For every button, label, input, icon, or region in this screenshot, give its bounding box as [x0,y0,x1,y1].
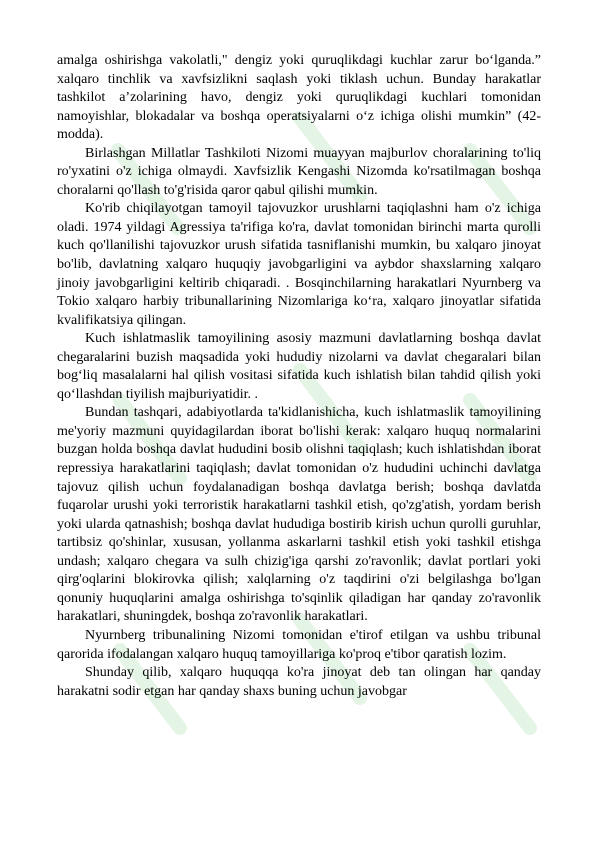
paragraph-non-use-of-force: Kuch ishlatmaslik tamoyilining asosiy mazmuni davlatlarning boshqa davlat chegaralarini buzish maqsadida yoki hududiy nizolarni va davlat chegaralari bilan bog‘liq masalalarni hal qilish vositasi sifatida kuch ishlatish bilan tahdid qilish yoki qo‘llashdan tiyilish majburiyatidir. . [57,331,541,402]
document-body [57,52,541,701]
paragraph-aggression: Ko'rib chiqilayotgan tamoyil tajovuzkor urushlarni taqiqlashni ham o'z ichiga oladi. 1974 yildagi Agressiya ta'rifiga ko'ra, davlat tomonidan birinchi marta qurolli kuch qo'llanilishi tajovuzkor urush sifatida tasniflanishi mumkin, bu xalqaro jinoyat bo'lib, davlatning xalqaro huquqiy javobgarligini va aybdor shaxslarning xalqaro jinoiy javobgarligini keltirib chiqaradi. . Bosqinchilarning harakatlari Nyurnberg va Tokio xalqaro harbiy tribunallarining Nizomlariga ko‘ra, xalqaro jinoyatlar sifatida kvalifikatsiya qilingan. [57,201,541,328]
paragraph-nuremberg: Nyurnberg tribunalining Nizomi tomonidan e'tirof etilgan va ushbu tribunal qarorida ifodalangan xalqaro huquq tamoyillariga ko'proq e'tibor qaratish lozim. [57,627,541,662]
paragraph-normative-content: Bundan tashqari, adabiyotlarda ta'kidlanishicha, kuch ishlatmaslik tamoyilining me'yoriy mazmuni quyidagilardan iborat bo'lishi kerak: xalqaro huquq normalarini buzgan holda boshqa davlat hududini bosib olishni taqiqlash; kuch ishlatishdan iborat repressiya harakatlarini taqiqlash; davlat tomonidan o'z hududini uchinchi davlatga tajovuz qilish uchun foydalanadigan boshqa davlatga berish; boshqa davlatda fuqarolar urushi yoki terroristik harakatlarni tashkil etish, qo'zg'atish, yordam berish yoki ularda qatnashish; boshqa davlat hududiga bostirib kirish uchun qurolli guruhlar, tartibsiz qo'shinlar, xususan, yollanma askarlarni tashkil etish yoki tashkil etishga undash; xalqaro chegara va sulh chizig'iga qarshi zo'ravonlik; davlat portlari yoki qirg'oqlarini blokirovka qilish; xalqlarning o'z taqdirini o'zi belgilashga bo'lgan qonuniy huquqlarini amalga oshirishga to'sqinlik qiladigan har qanday zo'ravonlik harakatlari, shuningdek, boshqa zo'ravonlik harakatlari. [57,405,541,625]
paragraph-un-charter: Birlashgan Millatlar Tashkiloti Nizomi muayyan majburlov choralarining to'liq ro'yxatini o'z ichiga olmaydi. Xavfsizlik Kengashi Nizomda ko'rsatilmagan boshqa choralarni qo'llash to'g'risida qaror qabul qilishi mumkin. [57,145,541,198]
paragraph-continuation: amalga oshirishga vakolatli," dengiz yoki quruqlikdagi kuchlar zarur bo‘lganda.” xalqaro tinchlik va xavfsizlikni saqlash yoki tiklash uchun. Bunday harakatlar tashkilot a’zolarining havo, dengiz yoki quruqlikdagi kuchlari tomonidan namoyishlar, blokadalar va boshqa operatsiyalarni o‘z ichiga olishi mumkin” (42-modda). [57,53,541,143]
paragraph-responsibility: Shunday qilib, xalqaro huquqqa ko'ra jinoyat deb tan olingan har qanday harakatni sodir etgan har qanday shaxs buning uchun javobgar [57,665,541,699]
